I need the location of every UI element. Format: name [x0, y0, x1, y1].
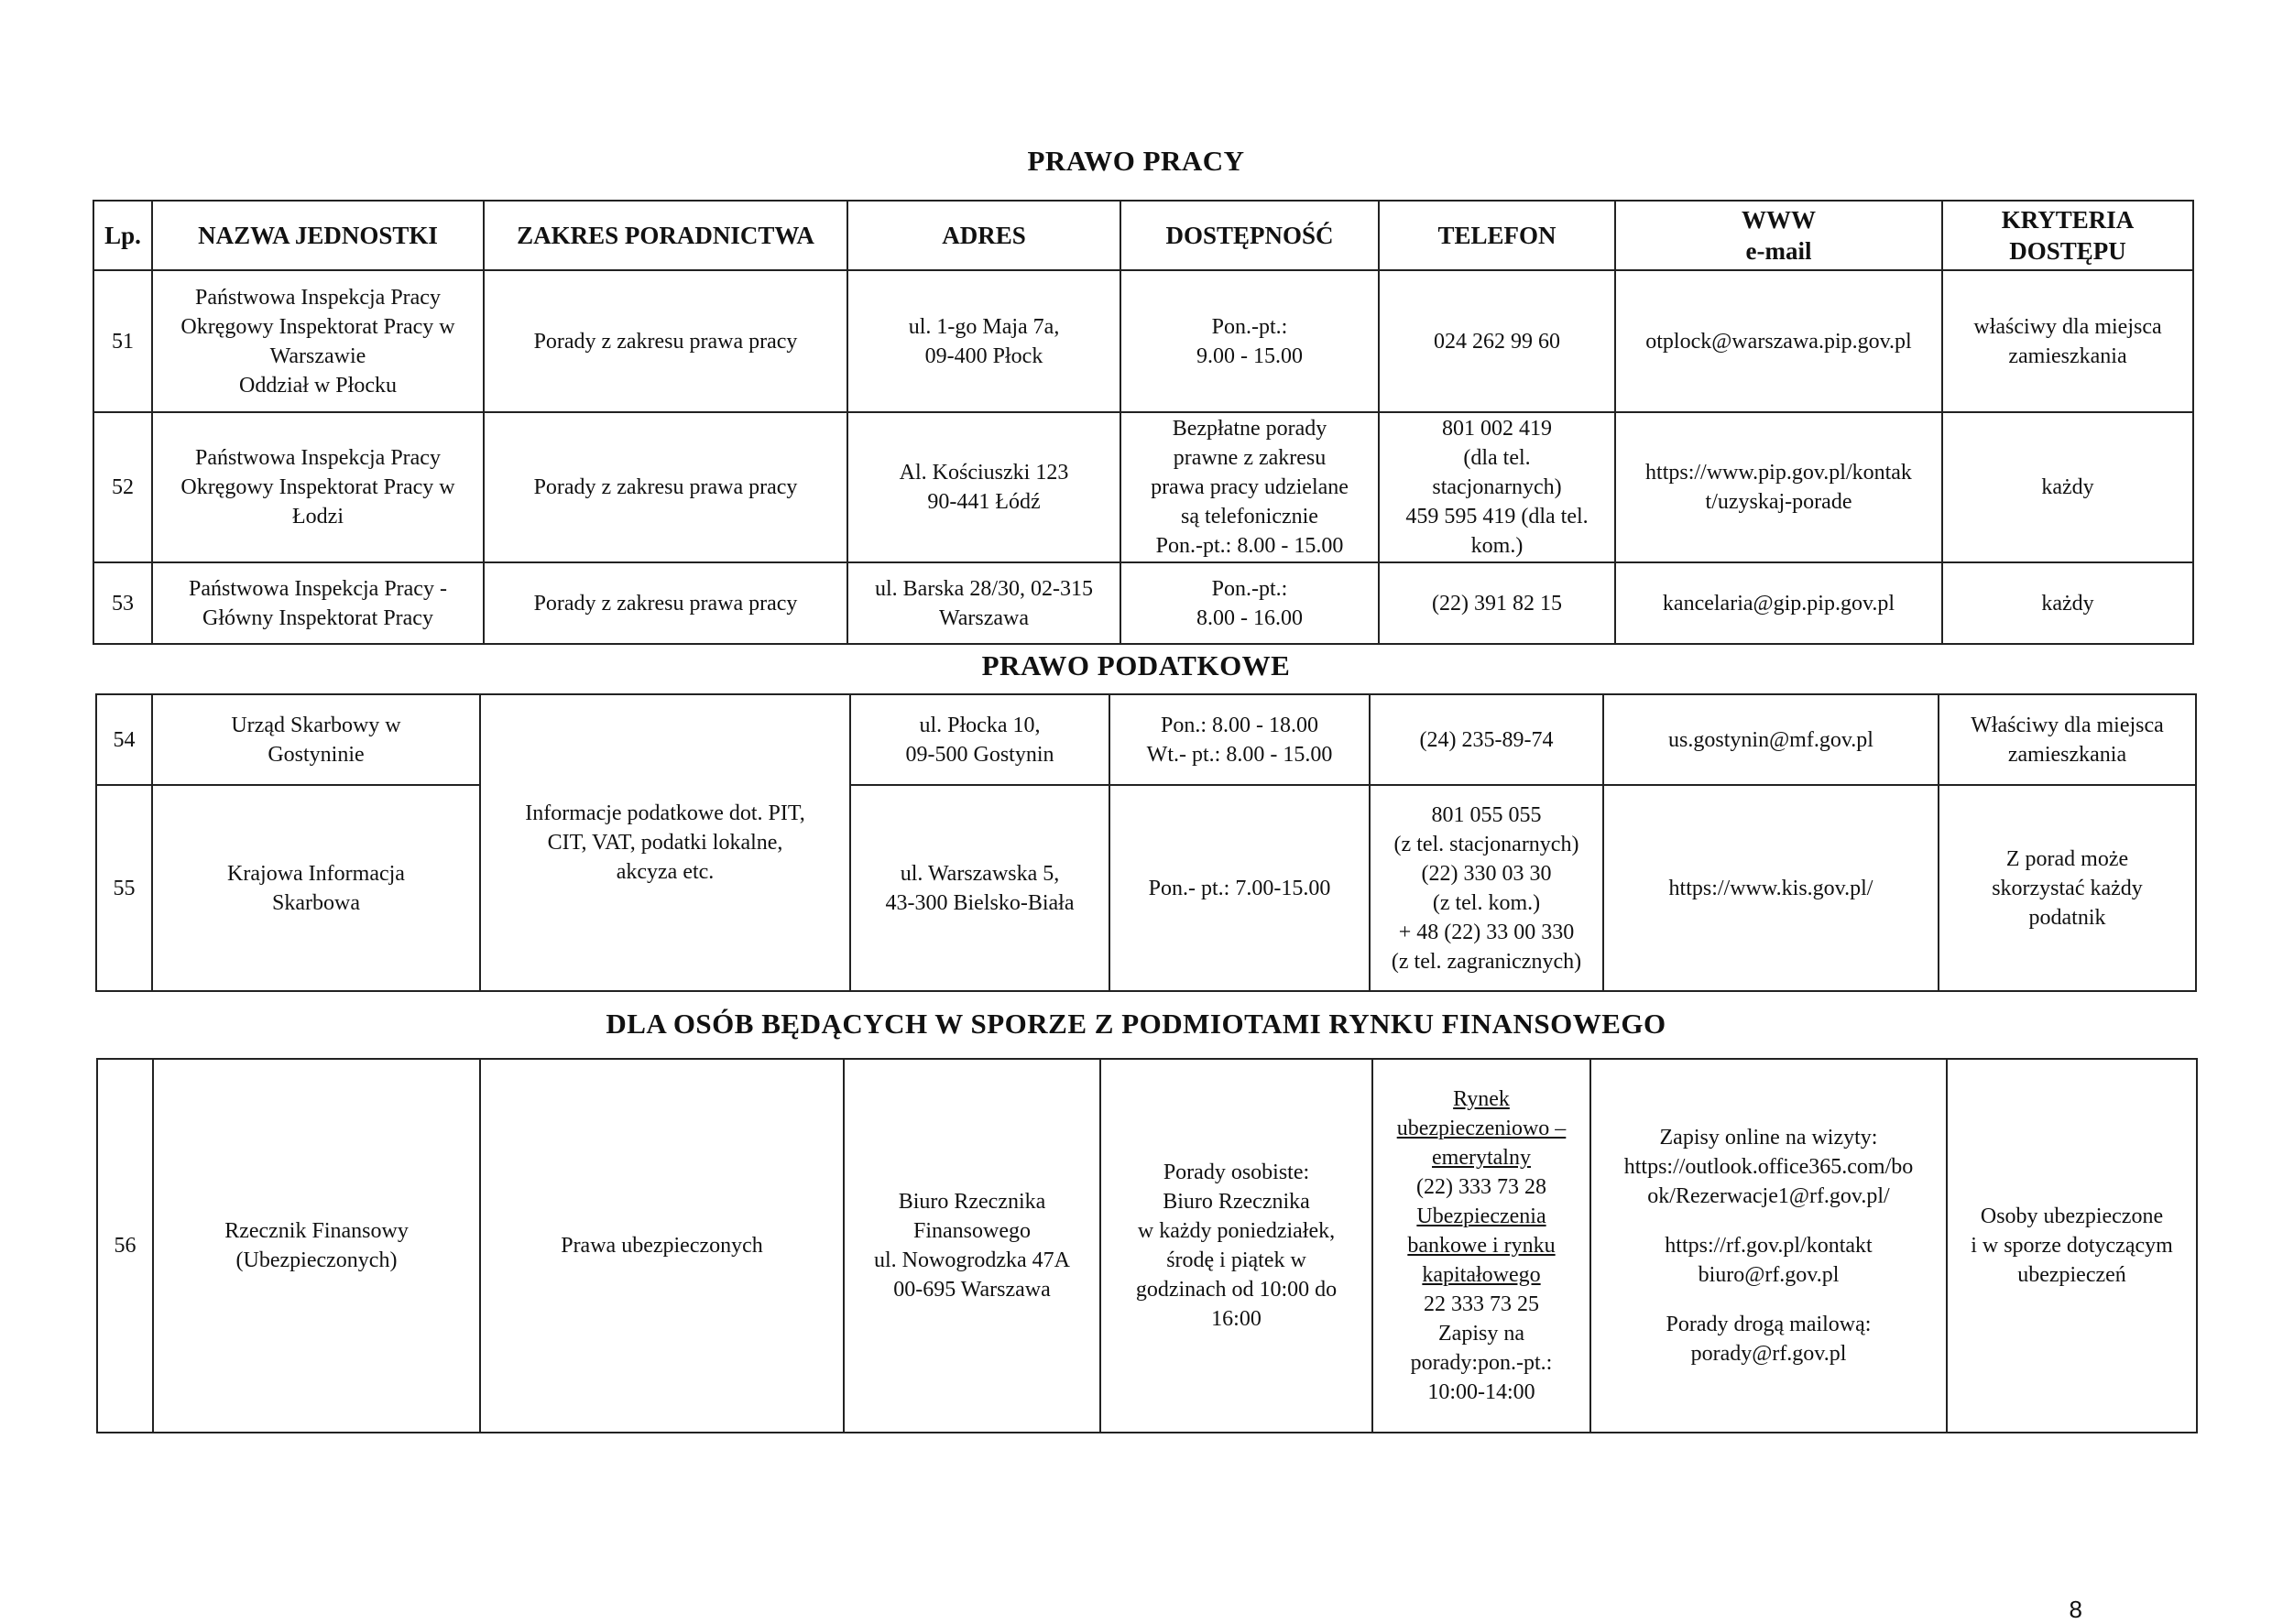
text-line: w każdy poniedziałek, [1137, 1219, 1336, 1243]
header-name: NAZWA JEDNOSTKI [152, 201, 484, 270]
access-criteria [1939, 785, 2196, 991]
text-line: Osoby ubezpieczone [1980, 1204, 2164, 1228]
text-line: https://www.pip.gov.pl/kontak [1645, 461, 1912, 485]
row-number: 52 [93, 412, 152, 562]
text-line: 801 002 419 [1442, 417, 1552, 441]
access-criteria [1947, 1059, 2197, 1433]
text-line: CIT, VAT, podatki lokalne, [547, 831, 783, 855]
text-line: Państwowa Inspekcja Pracy [195, 446, 441, 470]
text-line: skorzystać każdy [1992, 876, 2143, 900]
text-line: (24) 235-89-74 [1419, 727, 1554, 752]
table-row [96, 694, 2196, 785]
text-line: 801 055 055 [1431, 802, 1542, 827]
table-row [93, 562, 2193, 644]
text-line: ul. Warszawska 5, [900, 861, 1060, 886]
text-line: Warszawie [269, 343, 366, 368]
insurance-market-label: Rynek [1453, 1087, 1510, 1111]
contact-links [1595, 1231, 1942, 1290]
availability [1100, 1059, 1372, 1433]
text-line: Prawa ubezpieczonych [561, 1234, 763, 1258]
text-line: każdy [2041, 475, 2094, 499]
www-email [1603, 694, 1939, 785]
table-tax-law [95, 693, 2197, 992]
text-line: 90-441 Łódź [927, 490, 1041, 514]
header-availability: DOSTĘPNOŚĆ [1120, 201, 1379, 270]
header-row [93, 201, 2193, 270]
text-line: Z porad może [2005, 846, 2129, 871]
address [847, 412, 1120, 562]
text-line: Pon.: 8.00 - 18.00 [1160, 713, 1318, 737]
text-line: 459 595 419 (dla tel. [1405, 505, 1589, 529]
text-line: Główny Inspektorat Pracy [202, 605, 433, 630]
text-line: środę i piątek w [1166, 1248, 1306, 1272]
availability [1120, 562, 1379, 644]
text-line: (22) 391 82 15 [1432, 591, 1562, 616]
text-line: 09-400 Płock [924, 343, 1043, 368]
text-line: biuro@rf.gov.pl [1698, 1263, 1840, 1287]
advice-scope [484, 412, 847, 562]
section-title-labor: PRAWO PRACY [1027, 145, 1245, 177]
text-line: 43-300 Bielsko-Biała [885, 890, 1075, 915]
text-line: kancelaria@gip.pip.gov.pl [1662, 591, 1895, 616]
text-line: zamieszkania [2008, 343, 2127, 368]
text-line: są telefonicznie [1181, 505, 1318, 529]
text-line: Gostyninie [268, 742, 365, 767]
phone [1370, 785, 1603, 991]
text-line: Urząd Skarbowy w [231, 713, 401, 737]
text-line: Porady drogą mailową: [1666, 1313, 1872, 1336]
address [847, 562, 1120, 644]
text-line: (z tel. kom.) [1432, 890, 1541, 915]
text-line: prawa pracy udzielane [1151, 475, 1349, 499]
text-line: ul. Barska 28/30, 02-315 [875, 576, 1093, 601]
text-line: ok/Rezerwacje1@rf.gov.pl/ [1647, 1184, 1890, 1208]
text-line: każdy [2041, 591, 2094, 616]
text-line: 16:00 [1211, 1307, 1262, 1331]
text-line: (z tel. stacjonarnych) [1393, 832, 1579, 856]
banking-phone: 22 333 73 25 [1424, 1292, 1539, 1316]
text-line: stacjonarnych) [1432, 475, 1562, 499]
page-number: 8 [2069, 1596, 2082, 1623]
text-line: https://www.kis.gov.pl/ [1668, 876, 1873, 900]
row-number: 54 [96, 694, 152, 785]
access-criteria [1942, 270, 2193, 412]
advice-scope [480, 694, 850, 991]
text-line: (z tel. zagranicznych) [1391, 949, 1582, 974]
address [847, 270, 1120, 412]
text-line: ul. Nowogrodzka 47A [874, 1248, 1070, 1272]
text-line: otplock@warszawa.pip.gov.pl [1645, 329, 1912, 354]
header-www: WWW e-mail [1615, 201, 1942, 270]
insurance-phone: (22) 333 73 28 [1416, 1175, 1546, 1199]
table-labor-law [93, 200, 2194, 645]
unit-name [152, 412, 484, 562]
advice-scope [484, 562, 847, 644]
text-line: Skarbowa [272, 890, 360, 915]
text-line: ubezpieczeń [2017, 1263, 2126, 1287]
text-line: Porady z zakresu prawa pracy [533, 591, 798, 616]
text-line: Porady osobiste: [1163, 1161, 1310, 1184]
text-line: Państwowa Inspekcja Pracy [195, 285, 441, 310]
unit-name [152, 270, 484, 412]
www-email [1603, 785, 1939, 991]
unit-name [152, 562, 484, 644]
text-line: Pon.-pt.: [1211, 576, 1288, 601]
unit-name [152, 694, 480, 785]
availability [1109, 785, 1370, 991]
header-address: ADRES [847, 201, 1120, 270]
address [850, 785, 1109, 991]
table-financial-disputes [96, 1058, 2198, 1433]
section-title-finance: DLA OSÓB BĘDĄCYCH W SPORZE Z PODMIOTAMI RYNKU FINANSOWEGO [606, 1008, 1666, 1040]
access-criteria [1942, 412, 2193, 562]
availability [1120, 412, 1379, 562]
text-line: kom.) [1470, 534, 1524, 558]
www-email [1615, 412, 1942, 562]
address [844, 1059, 1100, 1433]
section-title-tax: PRAWO PODATKOWE [981, 649, 1291, 681]
text-line: zamieszkania [2007, 742, 2127, 767]
header-phone: TELEFON [1379, 201, 1615, 270]
text-line: (dla tel. [1463, 446, 1531, 470]
text-line: us.gostynin@mf.gov.pl [1668, 727, 1873, 752]
phone [1379, 562, 1615, 644]
table-row [93, 412, 2193, 562]
email-advice [1595, 1310, 1942, 1368]
phone [1379, 270, 1615, 412]
text-line: Bezpłatne porady [1172, 417, 1327, 441]
text-line: t/uzyskaj-porade [1705, 490, 1852, 514]
text-line: 9.00 - 15.00 [1196, 343, 1303, 368]
text-line: Pon.-pt.: 8.00 - 15.00 [1155, 534, 1344, 558]
phone [1379, 412, 1615, 562]
text-line: Wt.- pt.: 8.00 - 15.00 [1146, 742, 1333, 767]
header-lp: Lp. [93, 201, 152, 270]
advice-scope [480, 1059, 844, 1433]
access-criteria [1939, 694, 2196, 785]
advice-scope [484, 270, 847, 412]
text-line: Biuro Rzecznika [898, 1190, 1046, 1214]
text-line: 09-500 Gostynin [905, 742, 1054, 767]
header-scope: ZAKRES PORADNICTWA [484, 201, 847, 270]
phone [1370, 694, 1603, 785]
table-row [93, 270, 2193, 412]
text-line: właściwy dla miejsca [1973, 314, 2162, 339]
text-line: akcyza etc. [616, 860, 715, 884]
text-line: Okręgowy Inspektorat Pracy w [180, 475, 455, 499]
text-line: godzinach od 10:00 do [1135, 1278, 1338, 1302]
text-line: Oddział w Płocku [239, 373, 397, 398]
www-email [1615, 270, 1942, 412]
table-row [97, 1059, 2197, 1433]
text-line: https://rf.gov.pl/kontakt [1665, 1234, 1873, 1258]
header-criteria: KRYTERIA DOSTĘPU [1942, 201, 2193, 270]
text-line: i w sporze dotyczącym [1971, 1234, 2173, 1258]
online-booking [1595, 1123, 1942, 1211]
text-line: + 48 (22) 33 00 330 [1398, 920, 1575, 944]
text-line: 00-695 Warszawa [893, 1278, 1051, 1302]
text-line: Pon.-pt.: [1211, 314, 1288, 339]
text-line: Finansowego [913, 1219, 1031, 1243]
text-line: prawne z zakresu [1173, 446, 1327, 470]
row-number: 51 [93, 270, 152, 412]
www-email [1615, 562, 1942, 644]
text-line: Pon.- pt.: 7.00-15.00 [1148, 876, 1331, 900]
text-line: podatnik [2028, 905, 2106, 930]
text-line: (22) 330 03 30 [1421, 861, 1552, 886]
banking-label: Ubezpieczenia [1416, 1204, 1546, 1228]
unit-name [152, 785, 480, 991]
text-line: Porady z zakresu prawa pracy [533, 329, 798, 354]
row-number: 53 [93, 562, 152, 644]
availability [1109, 694, 1370, 785]
text-line: Zapisy online na wizyty: [1659, 1126, 1878, 1150]
text-line: Warszawa [938, 605, 1029, 630]
text-line: 8.00 - 16.00 [1196, 605, 1303, 630]
www-email [1590, 1059, 1947, 1433]
text-line: porady@rf.gov.pl [1690, 1342, 1847, 1366]
access-criteria [1942, 562, 2193, 644]
text-line: Krajowa Informacja [227, 861, 405, 886]
text-line: 024 262 99 60 [1434, 329, 1560, 354]
text-line: Biuro Rzecznika [1163, 1190, 1310, 1214]
text-line: Państwowa Inspekcja Pracy - [189, 576, 447, 601]
text-line: Al. Kościuszki 123 [899, 461, 1069, 485]
text-line: https://outlook.office365.com/bo [1623, 1155, 1914, 1179]
availability [1120, 270, 1379, 412]
text-line: (Ubezpieczonych) [235, 1248, 398, 1272]
text-line: Rzecznik Finansowy [224, 1219, 409, 1243]
row-number: 55 [96, 785, 152, 991]
table-row [96, 785, 2196, 991]
text-line: Informacje podatkowe dot. PIT, [525, 801, 805, 825]
text-line: Właściwy dla miejsca [1971, 713, 2164, 737]
address [850, 694, 1109, 785]
text-line: Łodzi [292, 505, 344, 529]
row-number: 56 [97, 1059, 153, 1433]
text-line: ul. Płocka 10, [919, 713, 1041, 737]
text-line: Okręgowy Inspektorat Pracy w [180, 314, 455, 339]
text-line: Porady z zakresu prawa pracy [533, 475, 798, 499]
phone: Rynek ubezpieczeniowo – emerytalny (22) 333 73 28 Ubezpieczenia bankowe i rynku kapitałowego 22 333 73 25 Zapisy na porady:pon.-pt.: 10:00-14:00 [1372, 1059, 1590, 1433]
unit-name [153, 1059, 480, 1433]
text-line: ul. 1-go Maja 7a, [908, 314, 1060, 339]
